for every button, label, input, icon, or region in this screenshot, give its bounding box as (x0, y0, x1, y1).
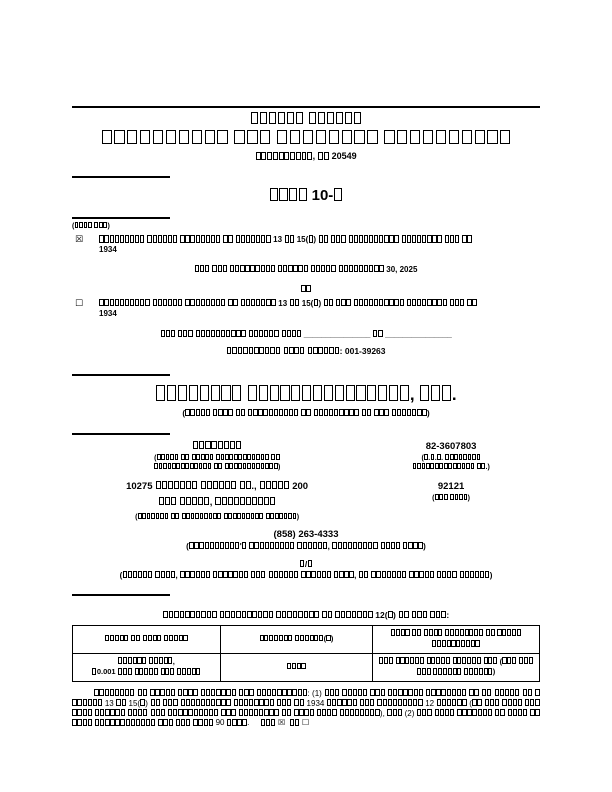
exchange-name-header-line1 (391, 629, 521, 638)
trading-symbol-cell (220, 653, 372, 681)
street-address-line: 10275 ., 200 (126, 480, 309, 492)
incorporation-irs-row (72, 441, 540, 472)
agency-name-line2 (72, 130, 540, 147)
securities-registered-heading: 12( ) : (72, 610, 540, 620)
agency-name-line1 (72, 112, 540, 127)
page-content (72, 0, 540, 728)
filing-compliance-paragraph: : (1) 13 15( ) 1934 12 ( ), (2) 90 . ☒ ☐ (72, 689, 540, 729)
address-zip-row (72, 481, 540, 521)
exchange-name-cell: ( ) (372, 653, 539, 681)
quarterly-report-row (72, 235, 540, 256)
section-rule (72, 374, 170, 376)
irs-caption-line1: ( . . . (422, 455, 481, 462)
transition-report-statement (99, 299, 540, 320)
quarterly-report-statement-line1: 13 15( ) (99, 235, 472, 244)
registrant-name-caption: ( ) (182, 408, 430, 418)
incorporation-cell (72, 441, 362, 472)
irs-caption-line2: .) (412, 464, 489, 471)
transition-report-statement-line1: 13 15( ) (99, 299, 477, 308)
state-caption-line1: ( (154, 455, 280, 462)
or-label (72, 285, 540, 294)
trading-symbol-header: ( ) (220, 625, 372, 653)
title-of-class-header (73, 625, 221, 653)
section-rule (72, 433, 170, 435)
quarterly-report-checkbox-checked: ☒ (75, 235, 84, 246)
transition-period-line: _______________ _______________ (72, 330, 540, 339)
address-caption: ( ) (135, 513, 300, 521)
former-name-value: / (72, 559, 540, 569)
irs-caption (362, 454, 540, 472)
address-cell (72, 481, 362, 521)
class-of-stock-line1: , (118, 657, 175, 666)
class-of-stock-line2: 0.001 (92, 667, 201, 676)
commission-file-number-line: : 001-39263 (72, 346, 540, 356)
former-name-caption: ( , , ) (119, 570, 493, 580)
quarterly-report-statement-line2: 1934 (99, 245, 117, 255)
section-rule (72, 217, 170, 219)
mark-one-label: ( ) (72, 223, 110, 231)
state-caption (72, 454, 362, 472)
transition-report-row (72, 299, 540, 320)
quarterly-report-statement (99, 235, 540, 256)
securities-table (72, 625, 540, 682)
zip-code-caption: ( ) (432, 494, 470, 502)
class-of-stock-cell (73, 653, 221, 681)
irs-employer-id-number: 82-3607803 (425, 440, 477, 452)
securities-table-header-row (73, 625, 540, 653)
quarterly-period-ended-line: 30, 2025 (72, 265, 540, 274)
section-rule (72, 594, 170, 596)
top-horizontal-rule (72, 106, 540, 108)
telephone-number: (858) 263-4333 (273, 528, 339, 540)
irs-cell (362, 441, 540, 472)
securities-table-data-row (73, 653, 540, 681)
agency-address-line: , 20549 (72, 151, 540, 161)
city-state-line: , (72, 497, 362, 508)
telephone-caption: ( ' , ) (186, 541, 426, 551)
exchange-name-header-line2 (432, 639, 480, 648)
exchange-name-header (372, 625, 539, 653)
transition-report-statement-line2: 1934 (99, 309, 117, 319)
state-caption-line2: ) (154, 464, 280, 471)
transition-report-checkbox-unchecked: ☐ (75, 298, 84, 309)
registrant-name: , . (72, 385, 540, 405)
state-of-incorporation (72, 441, 362, 452)
zip-cell (362, 481, 540, 521)
section-rule (72, 176, 170, 178)
zip-code: 92121 (437, 480, 465, 492)
form-title: 10- (72, 187, 540, 204)
